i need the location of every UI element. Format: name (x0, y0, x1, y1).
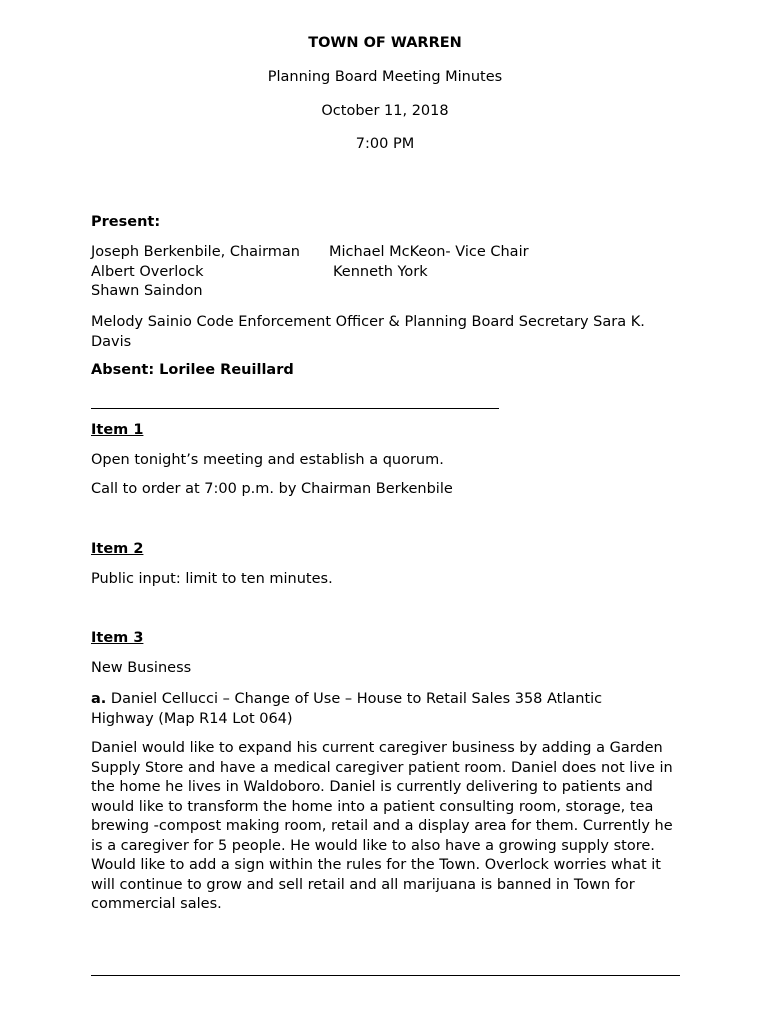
present-label: Present: (91, 214, 161, 230)
item-2-line: Public input: limit to ten minutes. (91, 571, 333, 587)
item-1-heading: Item 1 (91, 422, 144, 438)
item-3-sub-text: Daniel Cellucci – Change of Use – House to Retail Sales 358 Atlantic Highway (Map R14 Lot 064) (91, 691, 603, 727)
member-york: Kenneth York (333, 264, 428, 280)
item-2-heading: Item 2 (91, 541, 144, 557)
member-mckeon: Michael McKeon- Vice Chair (329, 244, 529, 260)
absent-line: Absent: Lorilee Reuillard (91, 362, 294, 378)
item-3-line: New Business (91, 660, 192, 676)
item-3-sub-label: a. (91, 691, 107, 707)
meeting-time: 7:00 PM (355, 136, 415, 152)
meeting-date: October 11, 2018 (321, 103, 449, 119)
document-subtitle: Planning Board Meeting Minutes (267, 69, 503, 85)
item-1-line: Open tonight’s meeting and establish a quorum. (91, 452, 444, 468)
staff-line: Melody Sainio Code Enforcement Officer & Planning Board Secretary Sara K. Davis (91, 314, 645, 350)
item-3-sub-entry (91, 690, 651, 729)
member-overlock: Albert Overlock (91, 264, 204, 280)
section-divider (91, 408, 499, 409)
item-3-body: Daniel would like to expand his current caregiver business by adding a Garden Supply Store and have a medical caregiver patient room. Daniel does not live in the home he lives in Waldoboro. Daniel is currently delivering to patients and would like to transform the home into a patient consulting room, storage, tea brewing -compost making room, retail and a display area for them. Currently he is a caregiver for 5 people. He would like to also have a growing supply store. Would like to add a sign within the rules for the Town. Overlock worries what it will continue to grow and sell retail and all marijuana is banned in Town for commercial sales. (91, 740, 673, 912)
item-3-heading: Item 3 (91, 630, 144, 646)
item-1-line: Call to order at 7:00 p.m. by Chairman Berkenbile (91, 481, 453, 497)
town-title: TOWN OF WARREN (308, 35, 462, 51)
member-berkenbile: Joseph Berkenbile, Chairman (91, 244, 300, 260)
footer-rule (91, 975, 680, 976)
member-saindon: Shawn Saindon (91, 283, 203, 299)
